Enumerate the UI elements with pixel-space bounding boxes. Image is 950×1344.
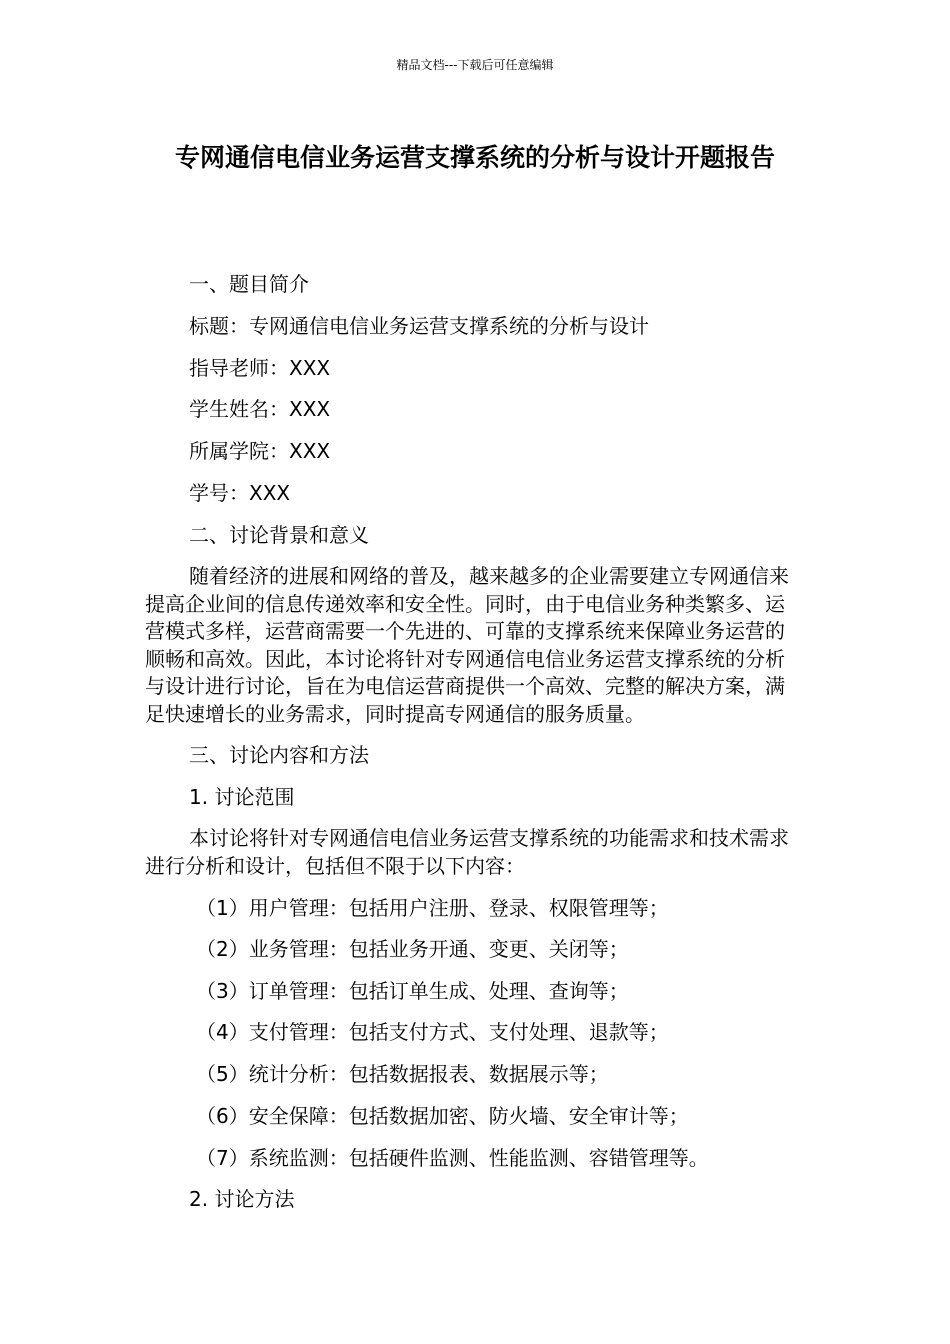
college-line: 所属学院：XXX bbox=[189, 439, 331, 463]
list-item: （2）业务管理：包括业务开通、变更、关闭等； bbox=[196, 937, 629, 961]
list-item: （1）用户管理：包括用户注册、登录、权限管理等； bbox=[196, 896, 669, 920]
list-item: （4）支付管理：包括支付方式、支付处理、退款等； bbox=[196, 1020, 669, 1044]
student-name-line: 学生姓名：XXX bbox=[189, 397, 331, 421]
list-item: （7）系统监测：包括硬件监测、性能监测、容错管理等。 bbox=[196, 1146, 709, 1170]
scope-paragraph: 本讨论将针对专网通信电信业务运营支撑系统的功能需求和技术需求进行分析和设计，包括但不限于以下内容： bbox=[145, 826, 789, 878]
list-item: （3）订单管理：包括订单生成、处理、查询等； bbox=[196, 979, 629, 1003]
background-paragraph: 随着经济的进展和网络的普及，越来越多的企业需要建立专网通信来提高企业间的信息传递效率和安全性。同时，由于电信业务种类繁多、运营模式多样，运营商需要一个先进的、可靠的支撑系统来保障业务运营的顺畅和高效。因此，本讨论将针对专网通信电信业务运营支撑系统的分析与设计进行讨论，旨在为电信运营商提供一个高效、完整的解决方案，满足快速增长的业务需求，同时提高专网通信的服务质量。 bbox=[145, 564, 789, 726]
page-header-note: 精品文档---下载后可任意编辑 bbox=[396, 58, 554, 72]
subsection-heading-method: 2. 讨论方法 bbox=[189, 1187, 295, 1211]
section-heading-content-method: 三、讨论内容和方法 bbox=[189, 743, 369, 767]
section-heading-background: 二、讨论背景和意义 bbox=[189, 523, 369, 547]
section-heading-intro: 一、题目简介 bbox=[189, 272, 309, 296]
list-item: （5）统计分析：包括数据报表、数据展示等； bbox=[196, 1062, 609, 1086]
subsection-heading-scope: 1. 讨论范围 bbox=[189, 785, 295, 809]
advisor-line: 指导老师：XXX bbox=[189, 356, 331, 380]
document-title: 专网通信电信业务运营支撑系统的分析与设计开题报告 bbox=[174, 143, 775, 172]
student-id-line: 学号：XXX bbox=[189, 481, 291, 505]
thesis-title-line: 标题：专网通信电信业务运营支撑系统的分析与设计 bbox=[189, 314, 649, 338]
list-item: （6）安全保障：包括数据加密、防火墙、安全审计等； bbox=[196, 1104, 689, 1128]
